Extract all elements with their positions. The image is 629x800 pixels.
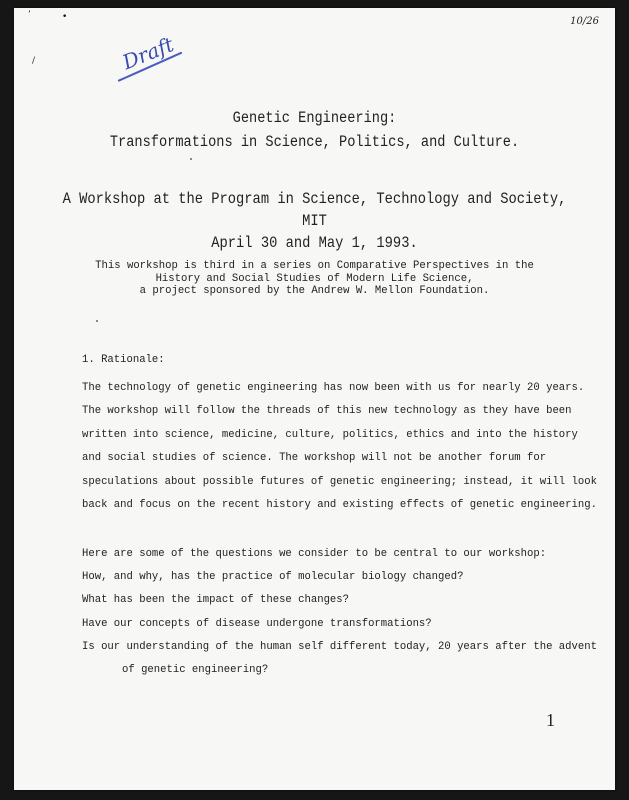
series-line-2: History and Social Studies of Modern Life Science, (155, 272, 474, 285)
rationale-heading: 1. Rationale: (82, 354, 165, 366)
series-line-1: This workshop is third in a series on Comparative Perspectives in the (95, 260, 534, 272)
title-line-2: Transformations in Science, Politics, and Culture. (109, 133, 520, 151)
workshop-subtitle (56, 188, 573, 254)
document-title (50, 106, 579, 154)
handwritten-page-reference: 10/26 (570, 16, 599, 27)
corner-mark-left: ’ (28, 10, 31, 20)
questions-list (82, 543, 602, 682)
document-page (14, 8, 615, 790)
page-number: 1 (546, 710, 555, 730)
subtitle-line-1: A Workshop at the Program in Science, Technology and Society, MIT (62, 190, 567, 230)
series-note (14, 260, 615, 298)
question-continuation: of genetic engineering? (122, 664, 269, 677)
rationale-line: written into science, medicine, culture, politics, ethics and into the history (82, 428, 578, 441)
question-item: What has been the impact of these changes? (82, 594, 350, 607)
corner-mark-dot: • (62, 12, 68, 22)
rationale-paragraph (82, 377, 602, 517)
rationale-line: speculations about possible futures of genetic engineering; instead, it will look (82, 475, 597, 488)
rationale-line: and social studies of science. The workshop will not be another forum for (82, 452, 547, 465)
stray-mark (96, 320, 98, 322)
rationale-line: The workshop will follow the threads of this new technology as they have been (82, 405, 572, 418)
margin-tick-mark: / (32, 56, 36, 66)
question-item: Is our understanding of the human self different today, 20 years after the advent (82, 640, 597, 653)
rationale-line: back and focus on the recent history and existing effects of genetic engineering. (82, 499, 597, 512)
question-item: Have our concepts of disease undergone transformations? (82, 617, 432, 630)
stray-mark (190, 158, 192, 160)
rationale-line: The technology of genetic engineering has now been with us for nearly 20 years. (82, 382, 585, 394)
title-line-1: Genetic Engineering: (232, 109, 397, 127)
handwritten-draft-label: Draft (119, 32, 178, 75)
series-line-3: a project sponsored by the Andrew W. Mellon Foundation. (139, 285, 490, 297)
subtitle-line-2: April 30 and May 1, 1993. (211, 234, 418, 252)
questions-intro: Here are some of the questions we consider to be central to our workshop: (82, 548, 547, 560)
question-item: How, and why, has the practice of molecular biology changed? (82, 571, 464, 584)
